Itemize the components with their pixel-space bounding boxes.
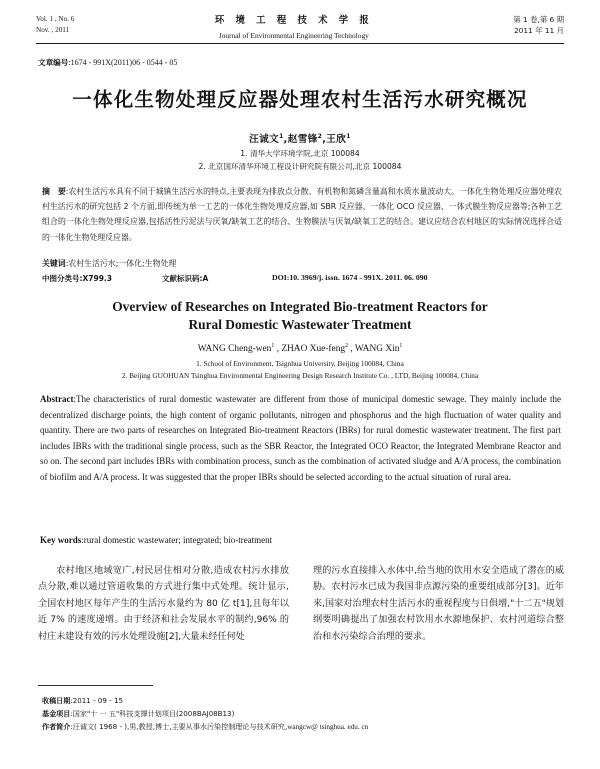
fund-project-label: 基金项目 xyxy=(42,709,71,719)
author-en-sup-1: 1 xyxy=(271,342,275,349)
date-cn: 2011 年 11 月 xyxy=(513,26,564,36)
journal-title-cn: 环 境 工 程 技 术 学 报 xyxy=(214,15,373,26)
running-head-right xyxy=(513,14,564,37)
author-sup-3: 1 xyxy=(346,132,351,140)
header-divider xyxy=(36,43,564,44)
abstract-en-label: Abstract xyxy=(40,394,74,404)
abstract-en xyxy=(40,392,561,486)
body-column-right xyxy=(313,563,564,645)
author-en-sup-3: 1 xyxy=(399,342,403,349)
article-number xyxy=(38,57,177,68)
author-sup-1: 1 xyxy=(279,132,284,140)
page-title-cn: 一体化生物处理反应器处理农村生活污水研究概况 xyxy=(72,88,528,111)
clc-label: 中图分类号 xyxy=(42,274,80,283)
keywords-en-label: Key words xyxy=(40,535,82,545)
abstract-en-text: :The characteristics of rural domestic wastewater are different from those of municipal domestic sewage. They mainly include the decentralized discharge points, the high content of organic pollutants, nitrogen and phosphorus and the high fluctuation of water quality and quantity. There are two parts of researches on Integrated Bio-treatment Reactors (IBRs) for rural domestic wastewater treatment. The first part includes IBRs with the traditional single process, such as the SBR Reactor, the Integrated OCO Reactor, the Integrated Membrane Reactor and so on. The second part includes IBRs with combination process, sunch as the combination of activated sludge and A/A process, the combination of biofilm and A/A process. It was suggested that the proper IBRs should be selected according to the actual situation of rural area. xyxy=(40,394,561,482)
footnote-divider xyxy=(38,685,153,686)
author-bio xyxy=(42,720,562,734)
author-email: wangcw@ tsinghua. edu. cn xyxy=(287,723,369,732)
running-head-left xyxy=(36,14,74,36)
page-title-en-line2: Rural Domestic Wastewater Treatment xyxy=(188,317,412,332)
volume-issue-cn: 第 1 卷,第 6 期 xyxy=(513,15,564,24)
body-columns xyxy=(38,563,564,645)
article-number-label: 文章编号 xyxy=(38,58,69,67)
affiliation-cn-2: 2. 北京国环清华环境工程设计研究院有限公司,北京 100084 xyxy=(198,162,402,171)
body-column-left xyxy=(38,563,289,645)
authors-en: WANG Cheng-wen$^1$ , ZHAO Xue-feng$^2$ , WANG Xin$^1$ xyxy=(197,342,403,354)
date-en: Nov. , 2011 xyxy=(36,26,70,35)
document-code-value: :A xyxy=(199,274,209,283)
clc-number xyxy=(42,273,162,284)
footnotes xyxy=(42,694,562,735)
volume-issue-en: Vol. 1 , No. 6 xyxy=(36,15,75,23)
document-code-label: 文献标识码 xyxy=(162,274,200,283)
abstract-cn-text: :农村生活污水具有不同于城镇生活污水的特点,主要表现为排放点分散、有机物和氮磷含量高和水质水量波动大。一体化生物处理反应器处理农村生活污水的研究包括 2 个方面,即传统为单一工艺的一体化生物处理反应器,如 SBR 反应器、一体化 OCO 反应器、一体式膜生物反应器等;各种工艺组合的一体化生物处理反应器,包括活性污泥法与厌氧/缺氧工艺的结合、生物膜法与厌氧/缺氧工艺的结合。建议应结合农村地区的实际情况选择合适的一体化生物处理反应器。 xyxy=(42,187,562,242)
affiliation-en-2: 2. Beijing GUOHUAN Tsinghua Environmental Engineering Design Research Institute Co. , LTD, Beijing 100084, China xyxy=(121,371,479,380)
keywords-cn-text: :农村生活污水;一体化;生物处理 xyxy=(65,259,177,268)
keywords-en xyxy=(40,535,561,545)
fund-project-value: :国家"十 一 五"科技支撑计划项目(2008BAJ08B13) xyxy=(70,709,235,719)
author-bio-label: 作者简介 xyxy=(42,722,71,732)
abstract-cn-label: 摘 要 xyxy=(42,187,66,196)
keywords-en-text: :rural domestic wastewater; integrated; bio-treatment xyxy=(81,535,273,545)
affiliation-en-1: 1. School of Environment, Tsignhua University, Beijing 100084, China xyxy=(196,359,404,368)
document-code xyxy=(162,273,272,284)
body-paragraph-left: 农村地区地域宽广,村民居住相对分散,造成农村污水排放点分散,难以通过管道收集的方式进行集中式处理。统计显示,全国农村地区每年产生的生活污水量约为 80 亿 t[1],且每年以近 7% 的速度递增。由于经济和社会发展水平的制约,96% 的村庄未建设有效的污水处理设施[2],大量未经任何处 xyxy=(38,566,289,642)
author-sup-2: 2 xyxy=(317,132,323,140)
received-date xyxy=(42,694,562,707)
page-title-en-line1: Overview of Researches on Integrated Bio-treatment Reactors for xyxy=(112,299,488,314)
running-head-center xyxy=(74,14,513,41)
keywords-cn xyxy=(42,258,562,269)
page-title-en xyxy=(60,298,540,334)
fund-project xyxy=(42,707,562,720)
clc-value: :X799.3 xyxy=(79,274,113,283)
running-head xyxy=(36,14,564,41)
journal-title-en: Journal of Environmental Engineering Technology xyxy=(218,30,369,40)
received-date-label: 收稿日期 xyxy=(42,696,71,705)
keywords-cn-label: 关键词 xyxy=(42,259,66,268)
abstract-cn xyxy=(42,184,562,245)
body-paragraph-right: 理的污水直接排入水体中,给当地的饮用水安全造成了潜在的威胁。农村污水已成为我国非点源污染的重要组成部分[3]。近年来,国家对治理农村生活污水的重视程度与日俱增,"十二五"规划纲要明确提出了加强农村饮用水水源地保护、农村河道综合整治和水污染综合治理的要求。 xyxy=(313,566,564,642)
classification-row xyxy=(42,273,542,284)
authors-cn: 汪诚文$^1$,赵雪锋$^2$,王欣$^1$ xyxy=(249,132,351,145)
author-bio-value: :汪诚文( 1968 - ),男,教授,博士,主要从事水污染控制理论与技术研究, xyxy=(70,722,288,732)
affiliation-cn-1: 1. 清华大学环境学院,北京 100084 xyxy=(240,149,360,158)
author-en-sup-2: 2 xyxy=(345,342,348,349)
article-number-value: :1674 - 991X(2011)06 - 0544 - 05 xyxy=(68,58,178,67)
doi-value: DOI:10. 3969/j. issn. 1674 - 991X. 2011. 06. 090 xyxy=(272,273,428,282)
received-date-value: :2011 - 09 - 15 xyxy=(70,696,124,705)
